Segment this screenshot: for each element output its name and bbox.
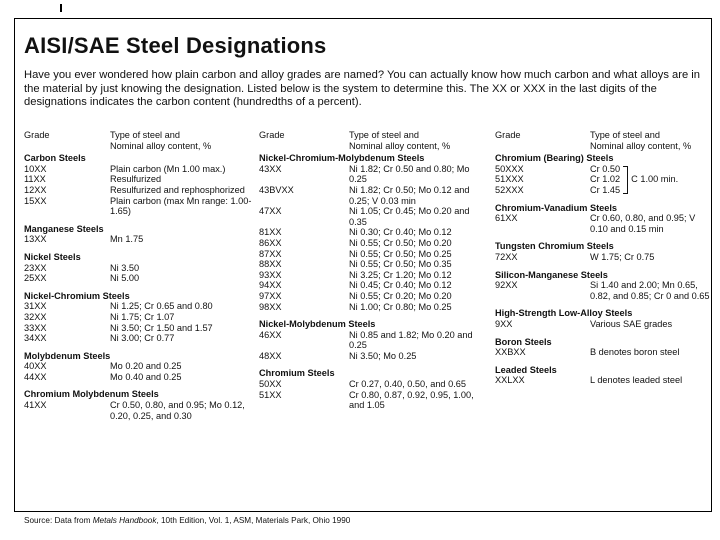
header-grade: Grade <box>24 130 50 140</box>
table-row <box>259 270 489 281</box>
section-heading: Boron Steels <box>495 336 552 347</box>
grade-code: 97XX <box>259 290 282 301</box>
source-note <box>24 516 350 525</box>
grade-code: 61XX <box>495 213 518 224</box>
grade-code: 40XX <box>24 361 47 372</box>
table-row <box>495 319 710 330</box>
grade-code: 43XX <box>259 163 282 174</box>
alloy-content: Ni 1.25; Cr 0.65 and 0.80 <box>110 301 213 312</box>
grade-code: 72XX <box>495 251 518 262</box>
column-3 <box>495 130 710 386</box>
section-heading: High-Strength Low-Alloy Steels <box>495 308 633 319</box>
table-row <box>24 323 256 334</box>
alloy-content: Ni 1.00; Cr 0.80; Mo 0.25 <box>349 301 452 312</box>
alloy-content: L denotes leaded steel <box>590 375 683 386</box>
alloy-content: Cr 0.27, 0.40, 0.50, and 0.65 <box>349 379 466 390</box>
table-row <box>259 185 489 206</box>
grade-code: XXLXX <box>495 375 525 386</box>
bearing-note: C 1.00 min. <box>631 174 679 185</box>
table-row <box>24 301 256 312</box>
table-row <box>495 347 710 358</box>
alloy-content: Ni 1.82; Cr 0.50 and 0.80; Mo 0.25 <box>349 163 470 185</box>
alloy-content: Ni 0.55; Cr 0.50; Mo 0.35 <box>349 259 452 270</box>
section-heading: Chromium (Bearing) Steels <box>495 153 614 164</box>
alloy-content: Mo 0.40 and 0.25 <box>110 371 182 382</box>
section-heading: Tungsten Chromium Steels <box>495 241 614 252</box>
alloy-content: Cr 0.60, 0.80, and 0.95; V 0.10 and 0.15 min <box>590 213 696 234</box>
table-row <box>259 259 489 270</box>
grade-code: 23XX <box>24 262 47 273</box>
grade-code: 12XX <box>24 184 47 195</box>
section-heading: Manganese Steels <box>24 223 104 234</box>
grade-code: 94XX <box>259 280 282 291</box>
bearing-grades <box>495 164 590 196</box>
table-row <box>24 312 256 323</box>
grade-code: 41XX <box>24 400 47 411</box>
section-heading: Chromium Molybdenum Steels <box>24 389 159 400</box>
alloy-content: Ni 0.30; Cr 0.40; Mo 0.12 <box>349 227 452 238</box>
grade-code: 32XX <box>24 311 47 322</box>
grade-code: 50XX <box>259 379 282 390</box>
table-row <box>259 302 489 313</box>
header-type-line2: Nominal alloy content, % <box>590 140 692 151</box>
alloy-content: Ni 3.25; Cr 1.20; Mo 0.12 <box>349 269 452 280</box>
table-row <box>495 213 710 234</box>
table-row <box>259 330 489 351</box>
source-prefix: Source: Data from <box>24 516 93 525</box>
section-heading: Nickel-Molybdenum Steels <box>259 319 376 330</box>
alloy-content: Ni 3.50; Cr 1.50 and 1.57 <box>110 322 213 333</box>
header-type-line2: Nominal alloy content, % <box>110 140 212 151</box>
grade-code: 52XXX <box>495 184 524 195</box>
grade-code: 10XX <box>24 163 47 174</box>
alloy-content: Ni 0.55; Cr 0.20; Mo 0.20 <box>349 290 452 301</box>
table-row <box>259 249 489 260</box>
header-grade: Grade <box>495 130 521 140</box>
column-header <box>24 130 256 151</box>
header-type-line1: Type of steel and <box>110 130 180 140</box>
table-row <box>259 379 489 390</box>
brace-icon <box>623 166 628 194</box>
grade-code: 33XX <box>24 322 47 333</box>
table-row <box>24 196 256 217</box>
column-header <box>495 130 710 151</box>
alloy-content: Resulfurized and rephosphorized <box>110 184 245 195</box>
grade-code: 11XX <box>24 174 46 185</box>
alloy-content: Cr 0.80, 0.87, 0.92, 0.95, 1.00, and 1.05 <box>349 389 474 411</box>
alloy-content: W 1.75; Cr 0.75 <box>590 251 655 262</box>
alloy-content: Mn 1.75 <box>110 234 144 245</box>
alloy-content: Ni 0.55; Cr 0.50; Mo 0.25 <box>349 248 452 259</box>
grade-code: 25XX <box>24 273 47 284</box>
source-suffix: , 10th Edition, Vol. 1, ASM, Materials Park, Ohio 1990 <box>156 516 351 525</box>
header-grade: Grade <box>259 130 285 140</box>
table-row <box>24 185 256 196</box>
grade-code: 81XX <box>259 227 282 238</box>
table-row <box>24 361 256 372</box>
section-heading: Nickel-Chromium-Molybdenum Steels <box>259 153 425 164</box>
alloy-content: Mo 0.20 and 0.25 <box>110 361 182 372</box>
alloy-content: Ni 1.82; Cr 0.50; Mo 0.12 and 0.25; V 0.03 min <box>349 184 470 206</box>
table-row <box>495 280 710 301</box>
table-row <box>24 263 256 274</box>
header-type <box>590 130 710 151</box>
table-row <box>259 291 489 302</box>
section-heading: Chromium-Vanadium Steels <box>495 202 618 213</box>
table-row <box>259 164 489 185</box>
column-1 <box>24 130 256 421</box>
bearing-group <box>495 164 710 196</box>
intro-paragraph: Have you ever wondered how plain carbon and alloy grades are named? You can actually know how much carbon and what alloys are in the material by just knowing the designation. Listed below is the system to determine this. The XX or XXX in the last digits of the designations indicates the carbon content (hundredths of a percent). <box>24 69 701 108</box>
source-book: Metals Handbook <box>92 516 157 525</box>
alloy-content: Ni 0.45; Cr 0.40; Mo 0.12 <box>349 280 452 291</box>
table-row <box>259 280 489 291</box>
grade-code: 15XX <box>24 195 47 206</box>
table-row <box>495 252 710 263</box>
alloy-content: Si 1.40 and 2.00; Mn 0.65, 0.82, and 0.85; Cr 0 and 0.65 <box>590 280 710 301</box>
corner-mark <box>60 4 62 12</box>
grade-code: 88XX <box>259 259 282 270</box>
alloy-content: Cr 0.50, 0.80, and 0.95; Mo 0.12, 0.20, 0.25, and 0.30 <box>110 400 245 421</box>
grade-code: 31XX <box>24 301 47 312</box>
section-heading: Molybdenum Steels <box>24 350 111 361</box>
table-row <box>24 234 256 245</box>
grade-code: 93XX <box>259 269 282 280</box>
alloy-content: Cr 0.50 <box>590 163 621 174</box>
header-type-line2: Nominal alloy content, % <box>349 140 451 151</box>
table-row <box>259 351 489 362</box>
header-type-line1: Type of steel and <box>349 130 419 140</box>
table-row <box>259 238 489 249</box>
table-row <box>24 400 256 421</box>
alloy-content: Ni 3.50 <box>110 262 140 273</box>
column-header <box>259 130 489 151</box>
alloy-content: Ni 0.85 and 1.82; Mo 0.20 and 0.25 <box>349 329 473 351</box>
header-type <box>110 130 256 151</box>
grade-code: 46XX <box>259 329 282 340</box>
table-row <box>24 333 256 344</box>
table-row <box>259 206 489 227</box>
alloy-content: Cr 1.45 <box>590 184 621 195</box>
grade-code: 43BVXX <box>259 184 294 195</box>
section-heading: Nickel Steels <box>24 251 81 262</box>
column-2 <box>259 130 489 411</box>
grade-code: XXBXX <box>495 347 526 358</box>
grade-code: 92XX <box>495 280 518 291</box>
table-row <box>24 372 256 383</box>
grade-code: 86XX <box>259 237 282 248</box>
alloy-content: Plain carbon (max Mn range: 1.00-1.65) <box>110 195 252 217</box>
alloy-content: Cr 1.02 <box>590 174 621 185</box>
table-row <box>259 390 489 411</box>
alloy-content: Ni 3.50; Mo 0.25 <box>349 350 417 361</box>
grade-code: 50XXX <box>495 163 524 174</box>
grade-code: 51XX <box>259 389 282 400</box>
grade-code: 13XX <box>24 234 47 245</box>
alloy-content: B denotes boron steel <box>590 347 680 358</box>
table-row <box>24 164 256 175</box>
grade-code: 34XX <box>24 333 47 344</box>
header-type-line1: Type of steel and <box>590 130 660 140</box>
bearing-values <box>590 164 620 196</box>
alloy-content: Ni 1.05; Cr 0.45; Mo 0.20 and 0.35 <box>349 206 470 227</box>
header-type <box>349 130 489 151</box>
table-row <box>24 174 256 185</box>
section-heading: Silicon-Manganese Steels <box>495 269 608 280</box>
page-title: AISI/SAE Steel Designations <box>24 33 327 58</box>
grade-code: 47XX <box>259 206 282 217</box>
grade-code: 44XX <box>24 371 47 382</box>
alloy-content: Ni 3.00; Cr 0.77 <box>110 333 175 344</box>
alloy-content: Various SAE grades <box>590 318 673 329</box>
alloy-content: Plain carbon (Mn 1.00 max.) <box>110 163 226 174</box>
alloy-content: Resulfurized <box>110 174 162 185</box>
section-heading: Nickel-Chromium Steels <box>24 290 130 301</box>
grade-code: 87XX <box>259 248 282 259</box>
table-row <box>259 227 489 238</box>
alloy-content: Ni 1.75; Cr 1.07 <box>110 311 175 322</box>
table-row <box>24 273 256 284</box>
alloy-content: Ni 0.55; Cr 0.50; Mo 0.20 <box>349 237 452 248</box>
grade-code: 9XX <box>495 318 513 329</box>
table-row <box>495 375 710 386</box>
alloy-content: Ni 5.00 <box>110 273 140 284</box>
grade-code: 98XX <box>259 301 282 312</box>
section-heading: Leaded Steels <box>495 364 557 375</box>
grade-code: 48XX <box>259 350 282 361</box>
section-heading: Chromium Steels <box>259 368 335 379</box>
grade-code: 51XXX <box>495 174 524 185</box>
section-heading: Carbon Steels <box>24 153 86 164</box>
